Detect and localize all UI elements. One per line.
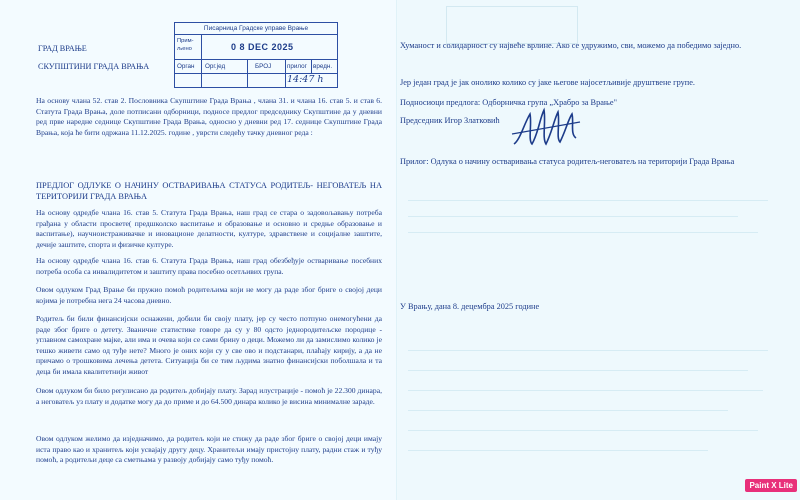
proposers-text: Подносиоци предлога: Одборничка група „Храбро за Врање" (400, 98, 617, 107)
ghost-line-9 (408, 450, 708, 451)
ghost-line-7 (408, 410, 728, 411)
attachment-text: Прилог: Одлука о начину остваривања статуса родитељ-неговатељ на територији Града Врања (400, 157, 735, 166)
signature (510, 104, 582, 154)
paragraph-2: На основу одредбе члана 16. став 6. Статута Града Врања, наш град обезбеђује остваривање посебних потреба особа са инвалидитетом и заштиту права посебно осетљивих група. (36, 256, 382, 276)
stamp-received-label: Прим-љено (177, 38, 194, 52)
proposal-title: ПРЕДЛОГ ОДЛУКЕ О НАЧИНУ ОСТВАРИВАЊА СТАТУСА РОДИТЕЉ- НЕГОВАТЕЉ НА ТЕРИТОРИЈИ ГРАДА ВРАЊА (36, 181, 382, 201)
ghost-stamp-box (446, 6, 578, 44)
left-page (0, 0, 398, 500)
paint-x-lite-watermark: Paint X Lite (745, 479, 797, 492)
stamp-attachment-label: прилог (287, 63, 307, 70)
city-heading: ГРАД ВРАЊЕ (38, 44, 87, 53)
right-page (398, 0, 800, 500)
stamp-org-unit-label: Орг.јед (205, 63, 226, 70)
ghost-line-3 (408, 232, 758, 233)
ghost-line-1 (408, 200, 768, 201)
intro-paragraph: На основу члана 52. став 2. Пословника Скупштине Града Врања , члана 31. и члана 16. став 5. и став 6. Статута Града Врања, доле потписани одборници, подносе предлог председнику Скупштине да у дневни ред прве наредне седнице Скупштине Града Врања, односно у дневни ред 17. седнице Скупштине Града Врања, која ће бити одржана 11.12.2025. године , уврсти следећу тачку дневног реда : (36, 96, 382, 137)
ghost-line-4 (408, 350, 768, 351)
ghost-line-2 (408, 216, 738, 217)
motto-text: Хуманост и солидарност су највеће врлине. Ако се удружимо, сви, можемо да победимо заједно. (400, 41, 742, 50)
paragraph-6: Овом одлуком желимо да изједначимо, да родитељ који не стижу да раде због бриге о својој деци имају иста право као и хранитељ који усвајају другу децу. Хранитељи имају пристојну плату, радни стаж и туђу помоћ, а родитељи деце са сметњама у развоју добијају само туђу помоћ. (36, 434, 382, 465)
stamp-number-label: БРОЈ (255, 63, 272, 70)
place-date-text: У Врању, дана 8. децембра 2025 године (400, 302, 540, 311)
paragraph-4: Родитељ би били финансијски оснажени, добили би своју плату, јер су често потпуно онемогућени да раде због бриге о детету. Званичне статистике говоре да су у 80 одсто једнородитељске породице - углавном самохране мајке, али има и очева који се сами брину о деци. Можемо ли да замислимо колико је тешко живети само од туђе нете? Много је оних који су у све ово и подстанари, плаћају кирију, а да не причамо о трошковима лечења детета. Ситуација би се тим људима знатно финансијски поболшала и та деца би имала квалитетнији живот (36, 314, 382, 376)
paragraph-5: Овом одлуком би било регулисано да родитељ добијају плату. Зарад илустрације - помоћ је 22.300 динара, а неговатељ уз плату и додатке могу да до приме и до 64.500 динара колико је висина минималне зараде. (36, 386, 382, 406)
registry-stamp (174, 22, 338, 88)
stamp-date: 0 8 DEC 2025 (231, 42, 294, 52)
stamp-title: Писарница Градске управе Врање (175, 23, 337, 35)
assembly-heading: СКУПШТИНИ ГРАДА ВРАЊА (38, 62, 150, 71)
ghost-line-5 (408, 370, 748, 371)
paragraph-3: Овом одлуком Град Врање би пружио помоћ родитељима који не могу да раде због бриге о својој деци којима је потребна нега 24 часова дневно. (36, 285, 382, 305)
stamp-time: 14:47 h (287, 74, 324, 85)
stamp-value-label: вредн. (313, 63, 333, 70)
strength-text: Јер један град је јак онолико колико су јаке његове најосетљивије друштвене групе. (400, 78, 695, 87)
paragraph-1: На основу одредбе члана 16. став 5. Статута Града Врања, наш град се стара о задовољавању потреба грађана у области просвете( предшколско васпитање и образовање и основно и средње образовање и васпитање), научноистраживачке и иновационе делатности, културе, здравствене и социјалне заштите, дечије заштите, спорта и физичке културе. (36, 208, 382, 249)
ghost-line-6 (408, 390, 763, 391)
stamp-org-label: Орган (177, 63, 195, 70)
ghost-line-8 (408, 430, 758, 431)
president-text: Председник Игор Златковић (400, 116, 500, 125)
